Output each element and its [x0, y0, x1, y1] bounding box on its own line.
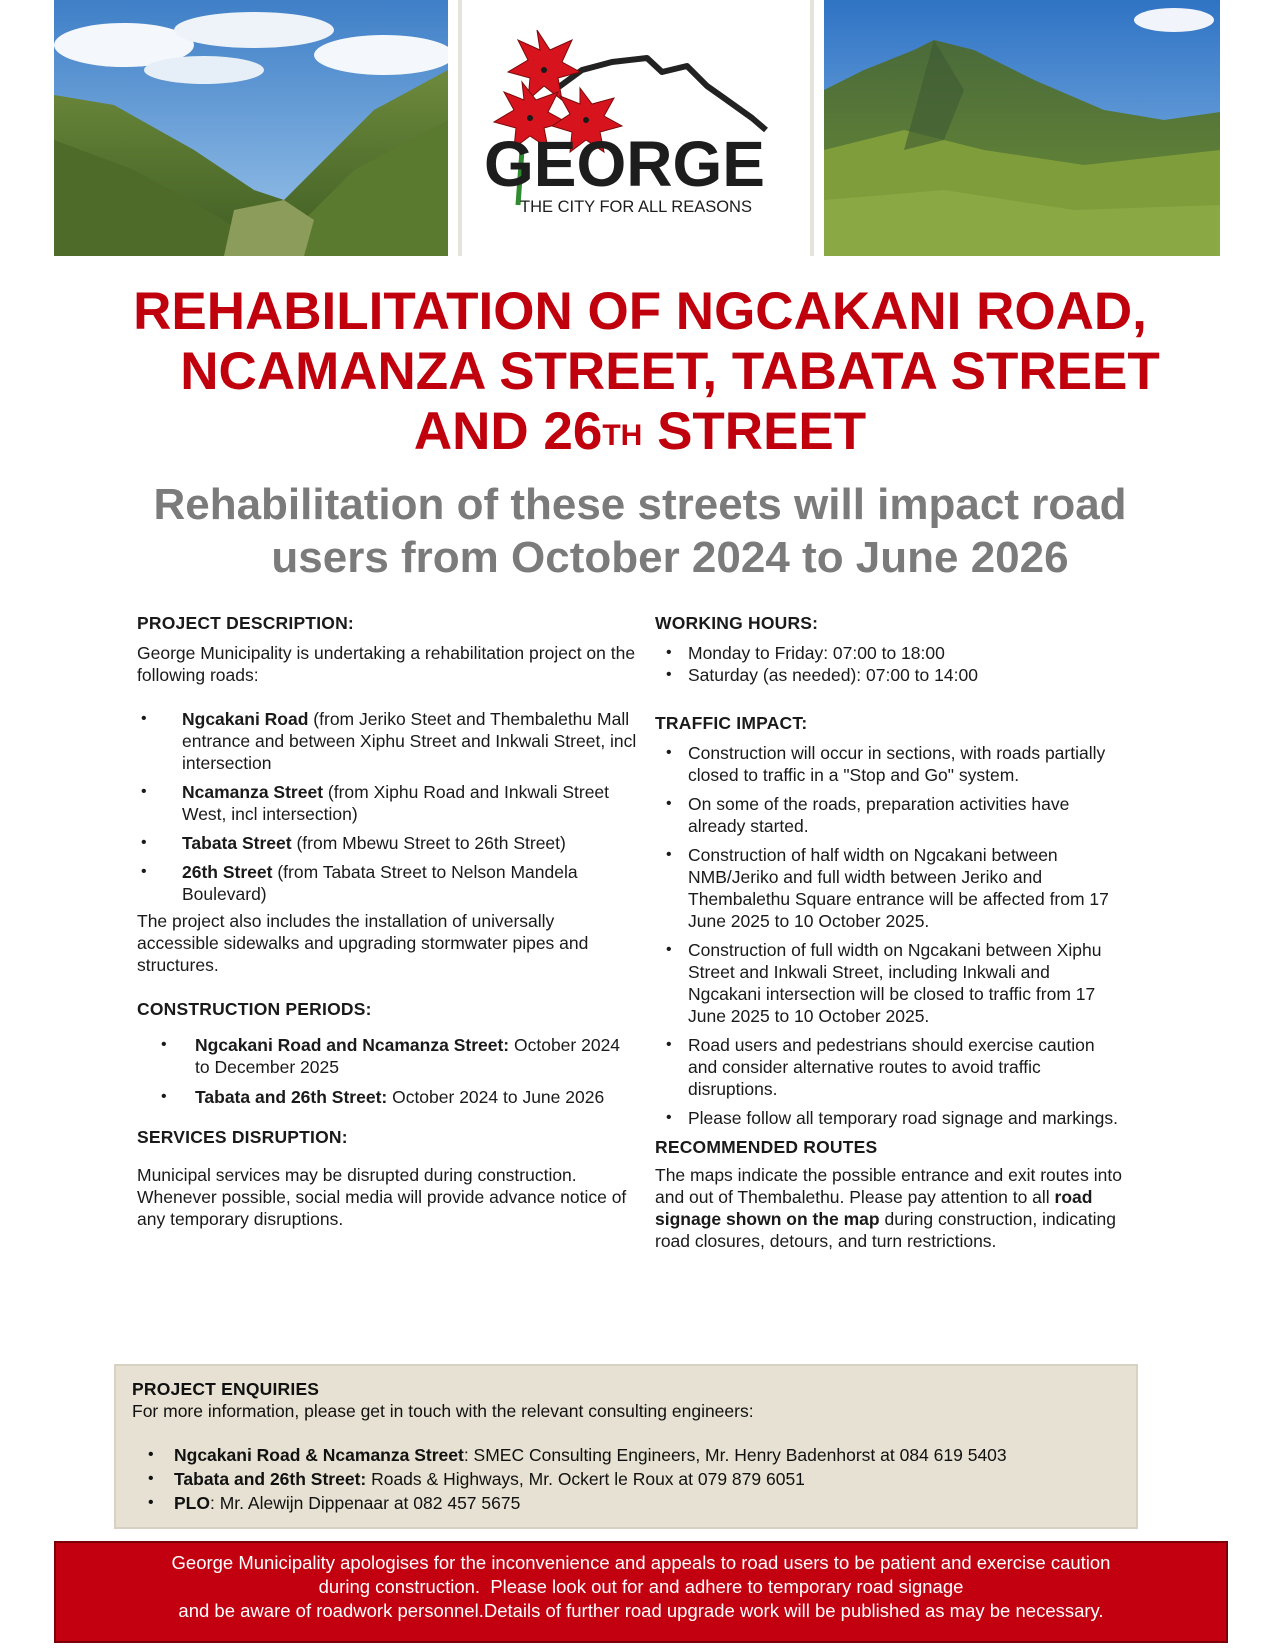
page-subtitle: [60, 478, 1220, 584]
construction-periods-heading: CONSTRUCTION PERIODS:: [137, 999, 372, 1019]
list-item: • Construction of full width on Ngcakani between Xiphu Street and Inkwali Street, including Inkwali and Ngcakani intersection will be closed to traffic from 17 June 2025 to 10 October 2025.: [655, 939, 1125, 1027]
title-line-3: AND 26TH STREET: [413, 402, 867, 461]
left-column: [137, 612, 637, 1230]
services-disruption-text: Municipal services may be disrupted during construction. Whenever possible, social media will provide advance notice of any temporary disruptions.: [137, 1165, 627, 1229]
logo-wordmark: GEORGE: [484, 128, 765, 200]
project-description-outro: The project also includes the installation of universally accessible sidewalks and upgrading stormwater pipes and structures.: [137, 911, 589, 975]
traffic-impact-list: [655, 742, 1125, 1129]
page-title: [60, 282, 1220, 462]
list-item: • Road users and pedestrians should exercise caution and consider alternative routes to avoid traffic disruptions.: [655, 1034, 1125, 1100]
list-item: • Ngcakani Road & Ncamanza Street: SMEC Consulting Engineers, Mr. Henry Badenhorst at 084 619 5403: [132, 1444, 1136, 1466]
list-item: • 26th Street (from Tabata Street to Nelson Mandela Boulevard): [137, 861, 637, 905]
list-item: • Tabata and 26th Street: Roads & Highways, Mr. Ockert le Roux at 079 879 6051: [132, 1468, 1136, 1490]
traffic-impact-heading: TRAFFIC IMPACT:: [655, 713, 808, 733]
george-logo: [458, 0, 814, 256]
list-item: • Tabata Street (from Mbewu Street to 26th Street): [137, 832, 637, 854]
footer-line-3: and be aware of roadwork personnel.Details of further road upgrade work will be published as may be necessary.: [178, 1600, 1104, 1621]
list-item: • Saturday (as needed): 07:00 to 14:00: [655, 664, 1125, 686]
working-hours-heading: WORKING HOURS:: [655, 613, 819, 633]
working-hours-list: [655, 642, 1125, 686]
list-item: • Ngcakani Road and Ncamanza Street: October 2024 to December 2025: [137, 1034, 637, 1078]
footer-line-1: George Municipality apologises for the inconvenience and appeals to road users to be patient and exercise caution: [171, 1552, 1111, 1573]
subtitle-line-1: Rehabilitation of these streets will impact road: [153, 480, 1127, 529]
list-item: • Monday to Friday: 07:00 to 18:00: [655, 642, 1125, 664]
construction-periods-list: [137, 1034, 637, 1108]
list-item: • Ngcakani Road (from Jeriko Steet and Thembalethu Mall entrance and between Xiphu Street and Inkwali Street, incl intersection: [137, 708, 637, 774]
footer-line-2: during construction. Please look out for and adhere to temporary road signage: [318, 1576, 964, 1597]
services-disruption-heading: SERVICES DISRUPTION:: [137, 1127, 348, 1147]
list-item: • Tabata and 26th Street: October 2024 to June 2026: [137, 1086, 637, 1108]
enquiries-heading: PROJECT ENQUIRIES: [132, 1379, 320, 1399]
title-line-1: REHABILITATION OF NGCAKANI ROAD,: [133, 282, 1147, 341]
right-column: [655, 612, 1125, 1252]
project-description-intro: George Municipality is undertaking a rehabilitation project on the following roads:: [137, 643, 636, 685]
footer-notice: [54, 1541, 1228, 1643]
list-item: • Ncamanza Street (from Xiphu Road and Inkwali Street West, incl intersection): [137, 781, 637, 825]
list-item: • On some of the roads, preparation activities have already started.: [655, 793, 1125, 837]
mountain-peak-photo: [824, 0, 1220, 256]
project-description-heading: PROJECT DESCRIPTION:: [137, 613, 354, 633]
contacts-list: [132, 1444, 1136, 1514]
list-item: • Construction of half width on Ngcakani between NMB/Jeriko and full width between Jeriko and Thembalethu Square entrance will be affected from 17 June 2025 to 10 October 2025.: [655, 844, 1125, 932]
project-enquiries-box: [114, 1364, 1138, 1529]
logo-tagline: THE CITY FOR ALL REASONS: [520, 198, 752, 216]
mountain-valley-photo: [54, 0, 448, 256]
road-list: [137, 708, 637, 905]
recommended-routes-heading: RECOMMENDED ROUTES: [655, 1137, 878, 1157]
recommended-routes-text: The maps indicate the possible entrance and exit routes into and out of Thembalethu. Please pay attention to all road signage shown on the map during construction, indicating road closures, detours, and turn restrictions.: [655, 1165, 1122, 1251]
title-line-2: NCAMANZA STREET, TABATA STREET: [180, 342, 1160, 401]
subtitle-line-2: users from October 2024 to June 2026: [271, 533, 1069, 582]
list-item: • Please follow all temporary road signage and markings.: [655, 1107, 1125, 1129]
list-item: • Construction will occur in sections, with roads partially closed to traffic in a "Stop and Go" system.: [655, 742, 1125, 786]
enquiries-intro: For more information, please get in touch with the relevant consulting engineers:: [132, 1401, 754, 1421]
list-item: • PLO: Mr. Alewijn Dippenaar at 082 457 5675: [132, 1492, 1136, 1514]
